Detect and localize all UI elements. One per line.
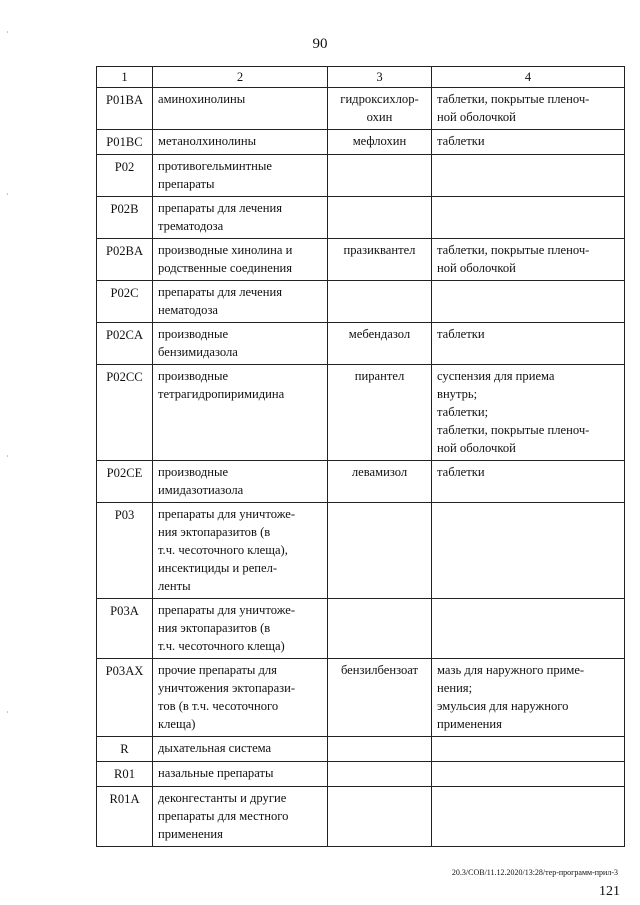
page-number-top: 90 bbox=[312, 36, 328, 52]
dosage-form-line: таблетки, покрытые пленоч- bbox=[437, 243, 590, 257]
group-name-cell bbox=[153, 281, 328, 323]
group-name-line: препараты для лечения bbox=[158, 285, 283, 299]
group-name-cell bbox=[153, 239, 328, 281]
drug-name-line: бензилбензоат bbox=[340, 663, 419, 677]
drug-name-cell bbox=[328, 737, 432, 762]
dosage-form-line: эмульсия для наружного bbox=[437, 699, 569, 713]
dosage-form-line: таблетки bbox=[437, 327, 485, 341]
dosage-form-cell bbox=[432, 599, 625, 659]
atc-code-cell: P03A bbox=[97, 599, 153, 659]
drug-name-cell bbox=[328, 461, 432, 503]
group-name-line: т.ч. чесоточного клеща), bbox=[158, 543, 288, 557]
drug-name-cell bbox=[328, 762, 432, 787]
margin-mark: · bbox=[6, 190, 9, 199]
atc-code-cell: P02BA bbox=[97, 239, 153, 281]
dosage-form-cell bbox=[432, 239, 625, 281]
dosage-form-line: таблетки bbox=[437, 134, 485, 148]
table-row bbox=[97, 737, 625, 762]
drug-name-cell bbox=[328, 155, 432, 197]
atc-code-cell: P02 bbox=[97, 155, 153, 197]
table-row bbox=[97, 365, 625, 461]
group-name-line: прочие препараты для bbox=[158, 663, 277, 677]
drug-name-cell bbox=[328, 365, 432, 461]
table-row bbox=[97, 503, 625, 599]
table-row bbox=[97, 323, 625, 365]
group-name-line: производные хинолина и bbox=[158, 243, 293, 257]
dosage-form-line: мазь для наружного приме- bbox=[437, 663, 585, 677]
drug-name-cell bbox=[328, 323, 432, 365]
dosage-form-line: таблетки, покрытые пленоч- bbox=[437, 423, 590, 437]
drug-name-line: мефлохин bbox=[352, 134, 407, 148]
group-name-line: уничтожения эктопарази- bbox=[158, 681, 296, 695]
footer-page-number: 121 bbox=[599, 884, 620, 899]
group-name-line: тетрагидропиримидина bbox=[158, 387, 285, 401]
group-name-cell bbox=[153, 659, 328, 737]
table-row bbox=[97, 762, 625, 787]
dosage-form-cell bbox=[432, 737, 625, 762]
header-col-4: 4 bbox=[432, 67, 625, 88]
atc-code-cell: P01BC bbox=[97, 130, 153, 155]
margin-mark: · bbox=[6, 452, 9, 461]
group-name-line: препараты для лечения bbox=[158, 201, 283, 215]
table-row bbox=[97, 88, 625, 130]
drug-name-line: охин bbox=[366, 110, 393, 124]
footer-document-code: 20.3/СОВ/11.12.2020/13:28/тер-программ-прил-3 bbox=[451, 868, 618, 877]
group-name-cell bbox=[153, 155, 328, 197]
margin-mark: · bbox=[6, 28, 9, 37]
dosage-form-line: внутрь; bbox=[437, 387, 478, 401]
dosage-form-cell bbox=[432, 365, 625, 461]
table-row bbox=[97, 130, 625, 155]
drug-name-line: пирантел bbox=[354, 369, 405, 383]
group-name-line: тов (в т.ч. чесоточного bbox=[158, 699, 279, 713]
dosage-form-cell bbox=[432, 762, 625, 787]
atc-code-cell: R01 bbox=[97, 762, 153, 787]
group-name-line: применения bbox=[158, 827, 223, 841]
group-name-line: аминохинолины bbox=[158, 92, 246, 106]
drug-name-cell bbox=[328, 197, 432, 239]
drug-name-line: празиквантел bbox=[343, 243, 416, 257]
drug-name-cell bbox=[328, 659, 432, 737]
dosage-form-cell bbox=[432, 787, 625, 847]
header-col-2: 2 bbox=[153, 67, 328, 88]
table-row bbox=[97, 197, 625, 239]
drug-name-line: левамизол bbox=[351, 465, 408, 479]
dosage-form-line: применения bbox=[437, 717, 502, 731]
group-name-cell bbox=[153, 787, 328, 847]
group-name-line: ния эктопаразитов (в bbox=[158, 525, 271, 539]
dosage-form-cell bbox=[432, 130, 625, 155]
dosage-form-cell bbox=[432, 461, 625, 503]
dosage-form-line: таблетки; bbox=[437, 405, 489, 419]
atc-code-cell: P02B bbox=[97, 197, 153, 239]
group-name-line: дыхательная система bbox=[158, 741, 272, 755]
group-name-line: противогельминтные bbox=[158, 159, 272, 173]
group-name-line: ния эктопаразитов (в bbox=[158, 621, 271, 635]
dosage-form-line: ной оболочкой bbox=[437, 261, 516, 275]
table-row bbox=[97, 787, 625, 847]
table-row bbox=[97, 239, 625, 281]
dosage-form-cell bbox=[432, 659, 625, 737]
group-name-line: метанолхинолины bbox=[158, 134, 257, 148]
drug-name-line: гидроксихлор- bbox=[340, 92, 419, 106]
group-name-line: производные bbox=[158, 327, 229, 341]
drug-name-line: мебендазол bbox=[348, 327, 411, 341]
group-name-line: производные bbox=[158, 465, 229, 479]
group-name-cell bbox=[153, 503, 328, 599]
group-name-cell bbox=[153, 461, 328, 503]
drug-name-cell bbox=[328, 239, 432, 281]
group-name-line: родственные соединения bbox=[158, 261, 293, 275]
group-name-line: деконгестанты и другие bbox=[158, 791, 287, 805]
atc-code-cell: P01BA bbox=[97, 88, 153, 130]
dosage-form-line: нения; bbox=[437, 681, 473, 695]
drug-name-cell bbox=[328, 787, 432, 847]
group-name-cell bbox=[153, 323, 328, 365]
group-name-line: ленты bbox=[158, 579, 191, 593]
dosage-form-line: суспензия для приема bbox=[437, 369, 555, 383]
table-header-row bbox=[97, 67, 625, 88]
table-row bbox=[97, 659, 625, 737]
group-name-line: инсектициды и репел- bbox=[158, 561, 278, 575]
atc-code-cell: P03AX bbox=[97, 659, 153, 737]
table-row bbox=[97, 281, 625, 323]
atc-code-cell: P02C bbox=[97, 281, 153, 323]
drug-name-cell bbox=[328, 503, 432, 599]
table-row bbox=[97, 155, 625, 197]
dosage-form-line: ной оболочкой bbox=[437, 441, 516, 455]
atc-code-cell: R01A bbox=[97, 787, 153, 847]
table-row bbox=[97, 599, 625, 659]
group-name-line: т.ч. чесоточного клеща) bbox=[158, 639, 285, 653]
drug-classification-table bbox=[96, 66, 625, 847]
group-name-line: препараты bbox=[158, 177, 215, 191]
group-name-line: производные bbox=[158, 369, 229, 383]
group-name-line: бензимидазола bbox=[158, 345, 238, 359]
group-name-cell bbox=[153, 88, 328, 130]
dosage-form-line: таблетки, покрытые пленоч- bbox=[437, 92, 590, 106]
drug-name-cell bbox=[328, 599, 432, 659]
group-name-cell bbox=[153, 365, 328, 461]
dosage-form-line: таблетки bbox=[437, 465, 485, 479]
atc-code-cell: P02CC bbox=[97, 365, 153, 461]
dosage-form-cell bbox=[432, 503, 625, 599]
table-row bbox=[97, 461, 625, 503]
atc-code-cell: R bbox=[97, 737, 153, 762]
group-name-cell bbox=[153, 737, 328, 762]
group-name-line: трематодоза bbox=[158, 219, 224, 233]
dosage-form-cell bbox=[432, 88, 625, 130]
group-name-line: нематодоза bbox=[158, 303, 219, 317]
group-name-line: назальные препараты bbox=[158, 766, 274, 780]
dosage-form-cell bbox=[432, 197, 625, 239]
group-name-line: препараты для уничтоже- bbox=[158, 603, 296, 617]
header-col-1: 1 bbox=[97, 67, 153, 88]
atc-code-cell: P02CA bbox=[97, 323, 153, 365]
group-name-line: препараты для уничтоже- bbox=[158, 507, 296, 521]
drug-name-cell bbox=[328, 130, 432, 155]
dosage-form-cell bbox=[432, 281, 625, 323]
margin-mark: · bbox=[6, 708, 9, 717]
group-name-line: имидазотиазола bbox=[158, 483, 244, 497]
dosage-form-line: ной оболочкой bbox=[437, 110, 516, 124]
group-name-cell bbox=[153, 197, 328, 239]
drug-name-cell bbox=[328, 281, 432, 323]
group-name-line: препараты для местного bbox=[158, 809, 289, 823]
group-name-cell bbox=[153, 130, 328, 155]
group-name-line: клеща) bbox=[158, 717, 196, 731]
dosage-form-cell bbox=[432, 323, 625, 365]
group-name-cell bbox=[153, 762, 328, 787]
dosage-form-cell bbox=[432, 155, 625, 197]
group-name-cell bbox=[153, 599, 328, 659]
atc-code-cell: P02CE bbox=[97, 461, 153, 503]
atc-code-cell: P03 bbox=[97, 503, 153, 599]
drug-name-cell bbox=[328, 88, 432, 130]
header-col-3: 3 bbox=[328, 67, 432, 88]
